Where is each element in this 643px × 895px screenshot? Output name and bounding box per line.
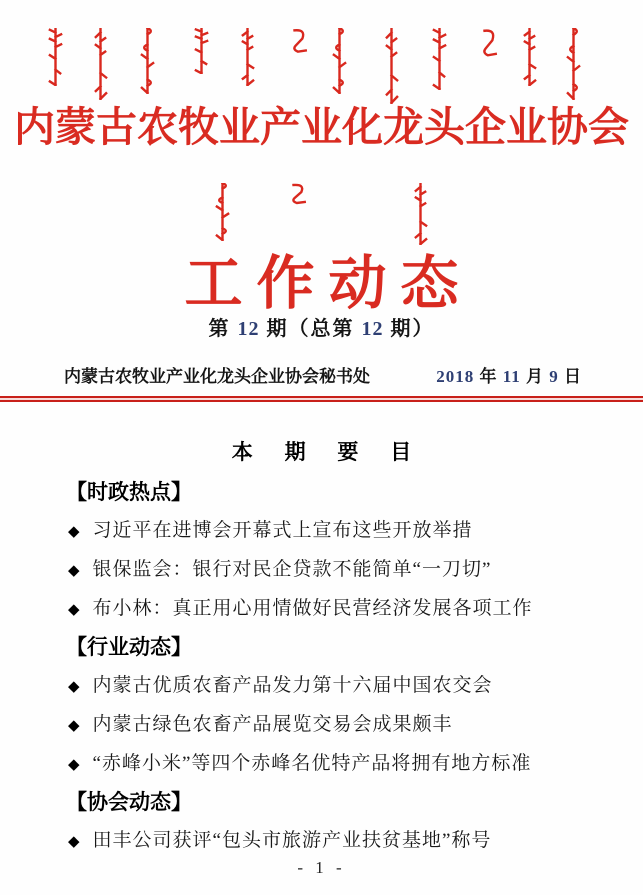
mongolian-script-word [48,28,63,86]
toc-item-text: 内蒙古优质农畜产品发力第十六届中国农交会 [92,675,493,696]
page-number: - 1 - [297,858,346,877]
issue-mid: 期（总第 [259,318,362,340]
mongolian-script-word [432,28,447,90]
org-name-title: 内蒙古农牧业产业化龙头企业协会 [14,104,629,150]
mongolian-script-word [290,28,308,54]
toc-item-text: 习近平在进博会开幕式上宣布这些开放举措 [92,520,473,541]
publish-date [436,362,582,387]
date-day-label: 日 [558,367,582,386]
mongolian-script-word [522,28,537,86]
diamond-bullet-icon: ◆ [68,563,81,579]
issue-total-number: 12 [361,318,384,340]
date-month: 11 [502,367,521,386]
mongolian-script-word [384,28,399,104]
toc-item-text: 布小林：真正用心用情做好民营经济发展各项工作 [92,598,533,619]
toc-item [66,745,606,784]
publisher-line [64,362,582,387]
toc-section-title: 【行业动态】 [66,636,192,659]
diamond-bullet-icon: ◆ [68,679,81,695]
diamond-bullet-icon: ◆ [68,718,81,734]
diamond-bullet-icon: ◆ [68,524,81,540]
issue-suffix: 期） [383,318,435,340]
diamond-bullet-icon: ◆ [68,757,81,773]
mongolian-script-word [194,28,209,74]
bulletin-title: 工作动态 [184,251,473,316]
date-year-label: 年 [474,367,503,386]
mongolian-script-word [140,28,155,94]
toc-item-text: 银保监会：银行对民企贷款不能简单“一刀切” [92,559,492,580]
mongolian-script-word [240,28,255,86]
issue-number: 12 [237,318,260,340]
mongolian-script-word [332,28,347,94]
toc-item-text: 田丰公司获评“包头市旅游产业扶贫基地”称号 [92,830,492,851]
date-year: 2018 [436,367,475,386]
date-month-label: 月 [520,367,550,386]
toc-item-text: 内蒙古绿色农畜产品展览交易会成果颇丰 [92,714,453,735]
toc-item [66,822,606,861]
toc-item [66,551,606,590]
publisher-name: 内蒙古农牧业产业化龙头企业协会秘书处 [64,367,370,386]
toc-section-title: 【协会动态】 [66,791,192,814]
mongolian-script-word [566,28,581,100]
issue-line [0,312,643,341]
toc-section-title: 【时政热点】 [66,481,192,504]
toc-item [66,667,606,706]
diamond-bullet-icon: ◆ [68,834,81,850]
toc-item-text: “赤峰小米”等四个赤峰名优特产品将拥有地方标准 [92,753,532,774]
toc-list [66,474,606,861]
toc-heading: 本 期 要 目 [231,441,425,464]
mongolian-script-word [480,28,498,58]
toc-item [66,590,606,629]
mongolian-script-word [215,183,230,241]
diamond-bullet-icon: ◆ [68,602,81,618]
mongolian-script-word [289,183,307,205]
toc-item [66,706,606,745]
toc-item [66,512,606,551]
date-day: 9 [549,367,559,386]
mongolian-script-word [93,28,108,100]
issue-prefix: 第 [208,318,238,340]
masthead-divider-rule [0,396,643,402]
